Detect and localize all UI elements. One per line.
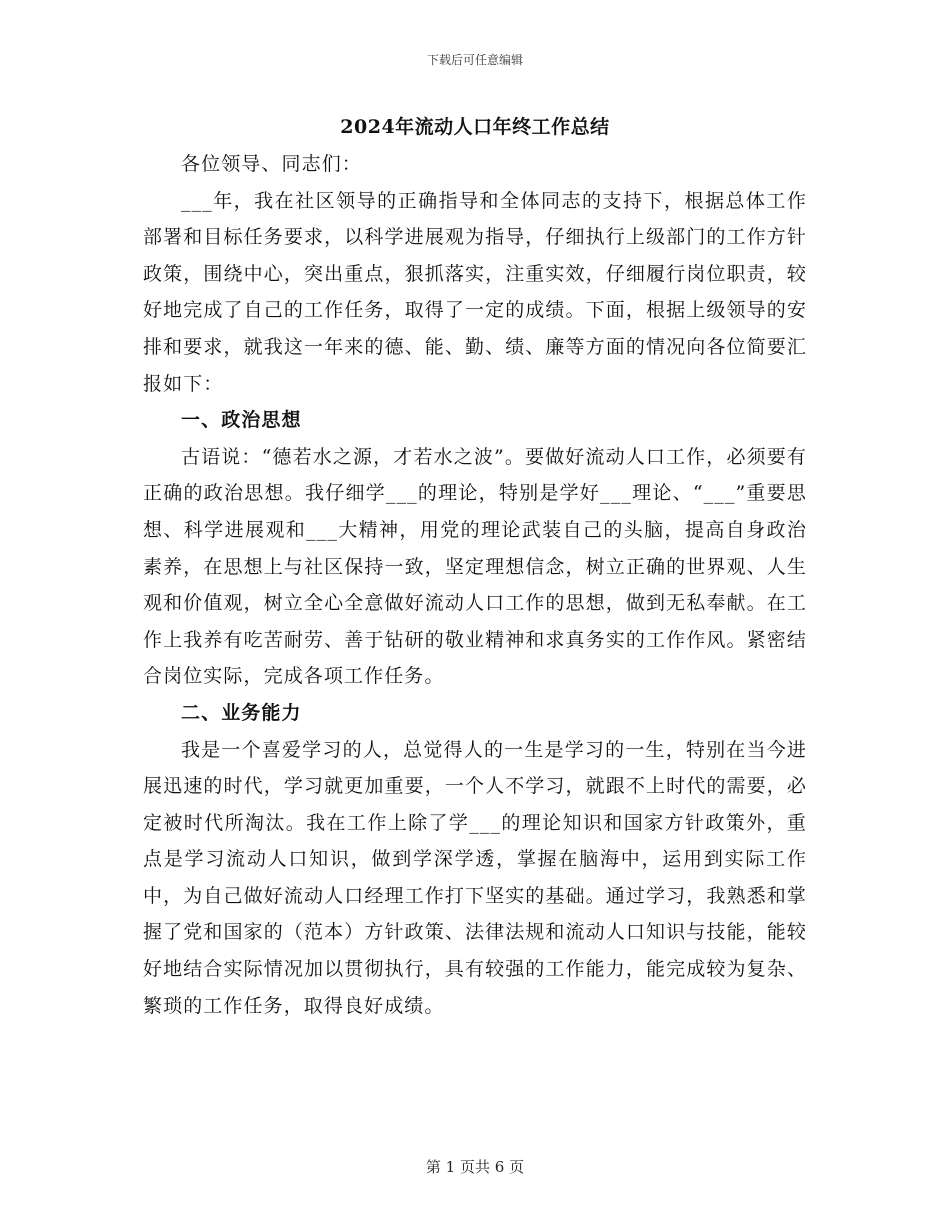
section-heading-political: 一、政治思想 bbox=[181, 409, 302, 432]
section-body-political: 古语说：“德若水之源，才若水之波”。要做好流动人口工作，必须要有正确的政治思想。我仔细学___的理论，特别是学好___理论、“___”重要思想、科学进展观和___大精神，用党的理论武装自己的头脑，提高自身政治素养，在思想上与社区保持一致，坚定理想信念，树立正确的世界观、人生观和价值观，树立全心全意做好流动人口工作的思想，做到无私奉献。在工作上我养有吃苦耐劳、善于钻研的敬业精神和求真务实的工作作风。紧密结合岗位实际，完成各项工作任务。 bbox=[143, 445, 807, 688]
page-header-note: 下载后可任意编辑 bbox=[426, 53, 523, 67]
section-heading-business: 二、业务能力 bbox=[181, 701, 302, 724]
section-body-business: 我是一个喜爱学习的人，总觉得人的一生是学习的一生，特别在当今进展迅速的时代，学习就更加重要，一个人不学习，就跟不上时代的需要，必定被时代所淘汰。我在工作上除了学___的理论知识和国家方针政策外，重点是学习流动人口知识，做到学深学透，掌握在脑海中，运用到实际工作中，为自己做好流动人口经理工作打下坚实的基础。通过学习，我熟悉和掌握了党和国家的（范本）方针政策、法律法规和流动人口知识与技能，能较好地结合实际情况加以贯彻执行，具有较强的工作能力，能完成较为复杂、繁琐的工作任务，取得良好成绩。 bbox=[143, 738, 807, 1017]
salutation: 各位领导、同志们： bbox=[181, 153, 362, 175]
document-body bbox=[143, 108, 807, 1024]
intro-paragraph: ___年，我在社区领导的正确指导和全体同志的支持下，根据总体工作部署和目标任务要求，以科学进展观为指导，仔细执行上级部门的工作方针政策，围绕中心，突出重点，狠抓落实，注重实效，仔细履行岗位职责，较好地完成了自己的工作任务，取得了一定的成绩。下面，根据上级领导的安排和要求，就我这一年来的德、能、勤、绩、廉等方面的情况向各位简要汇报如下： bbox=[143, 189, 807, 395]
document-title: 2024年流动人口年终工作总结 bbox=[340, 116, 610, 138]
page-number: 第 1 页共 6 页 bbox=[425, 1158, 525, 1176]
